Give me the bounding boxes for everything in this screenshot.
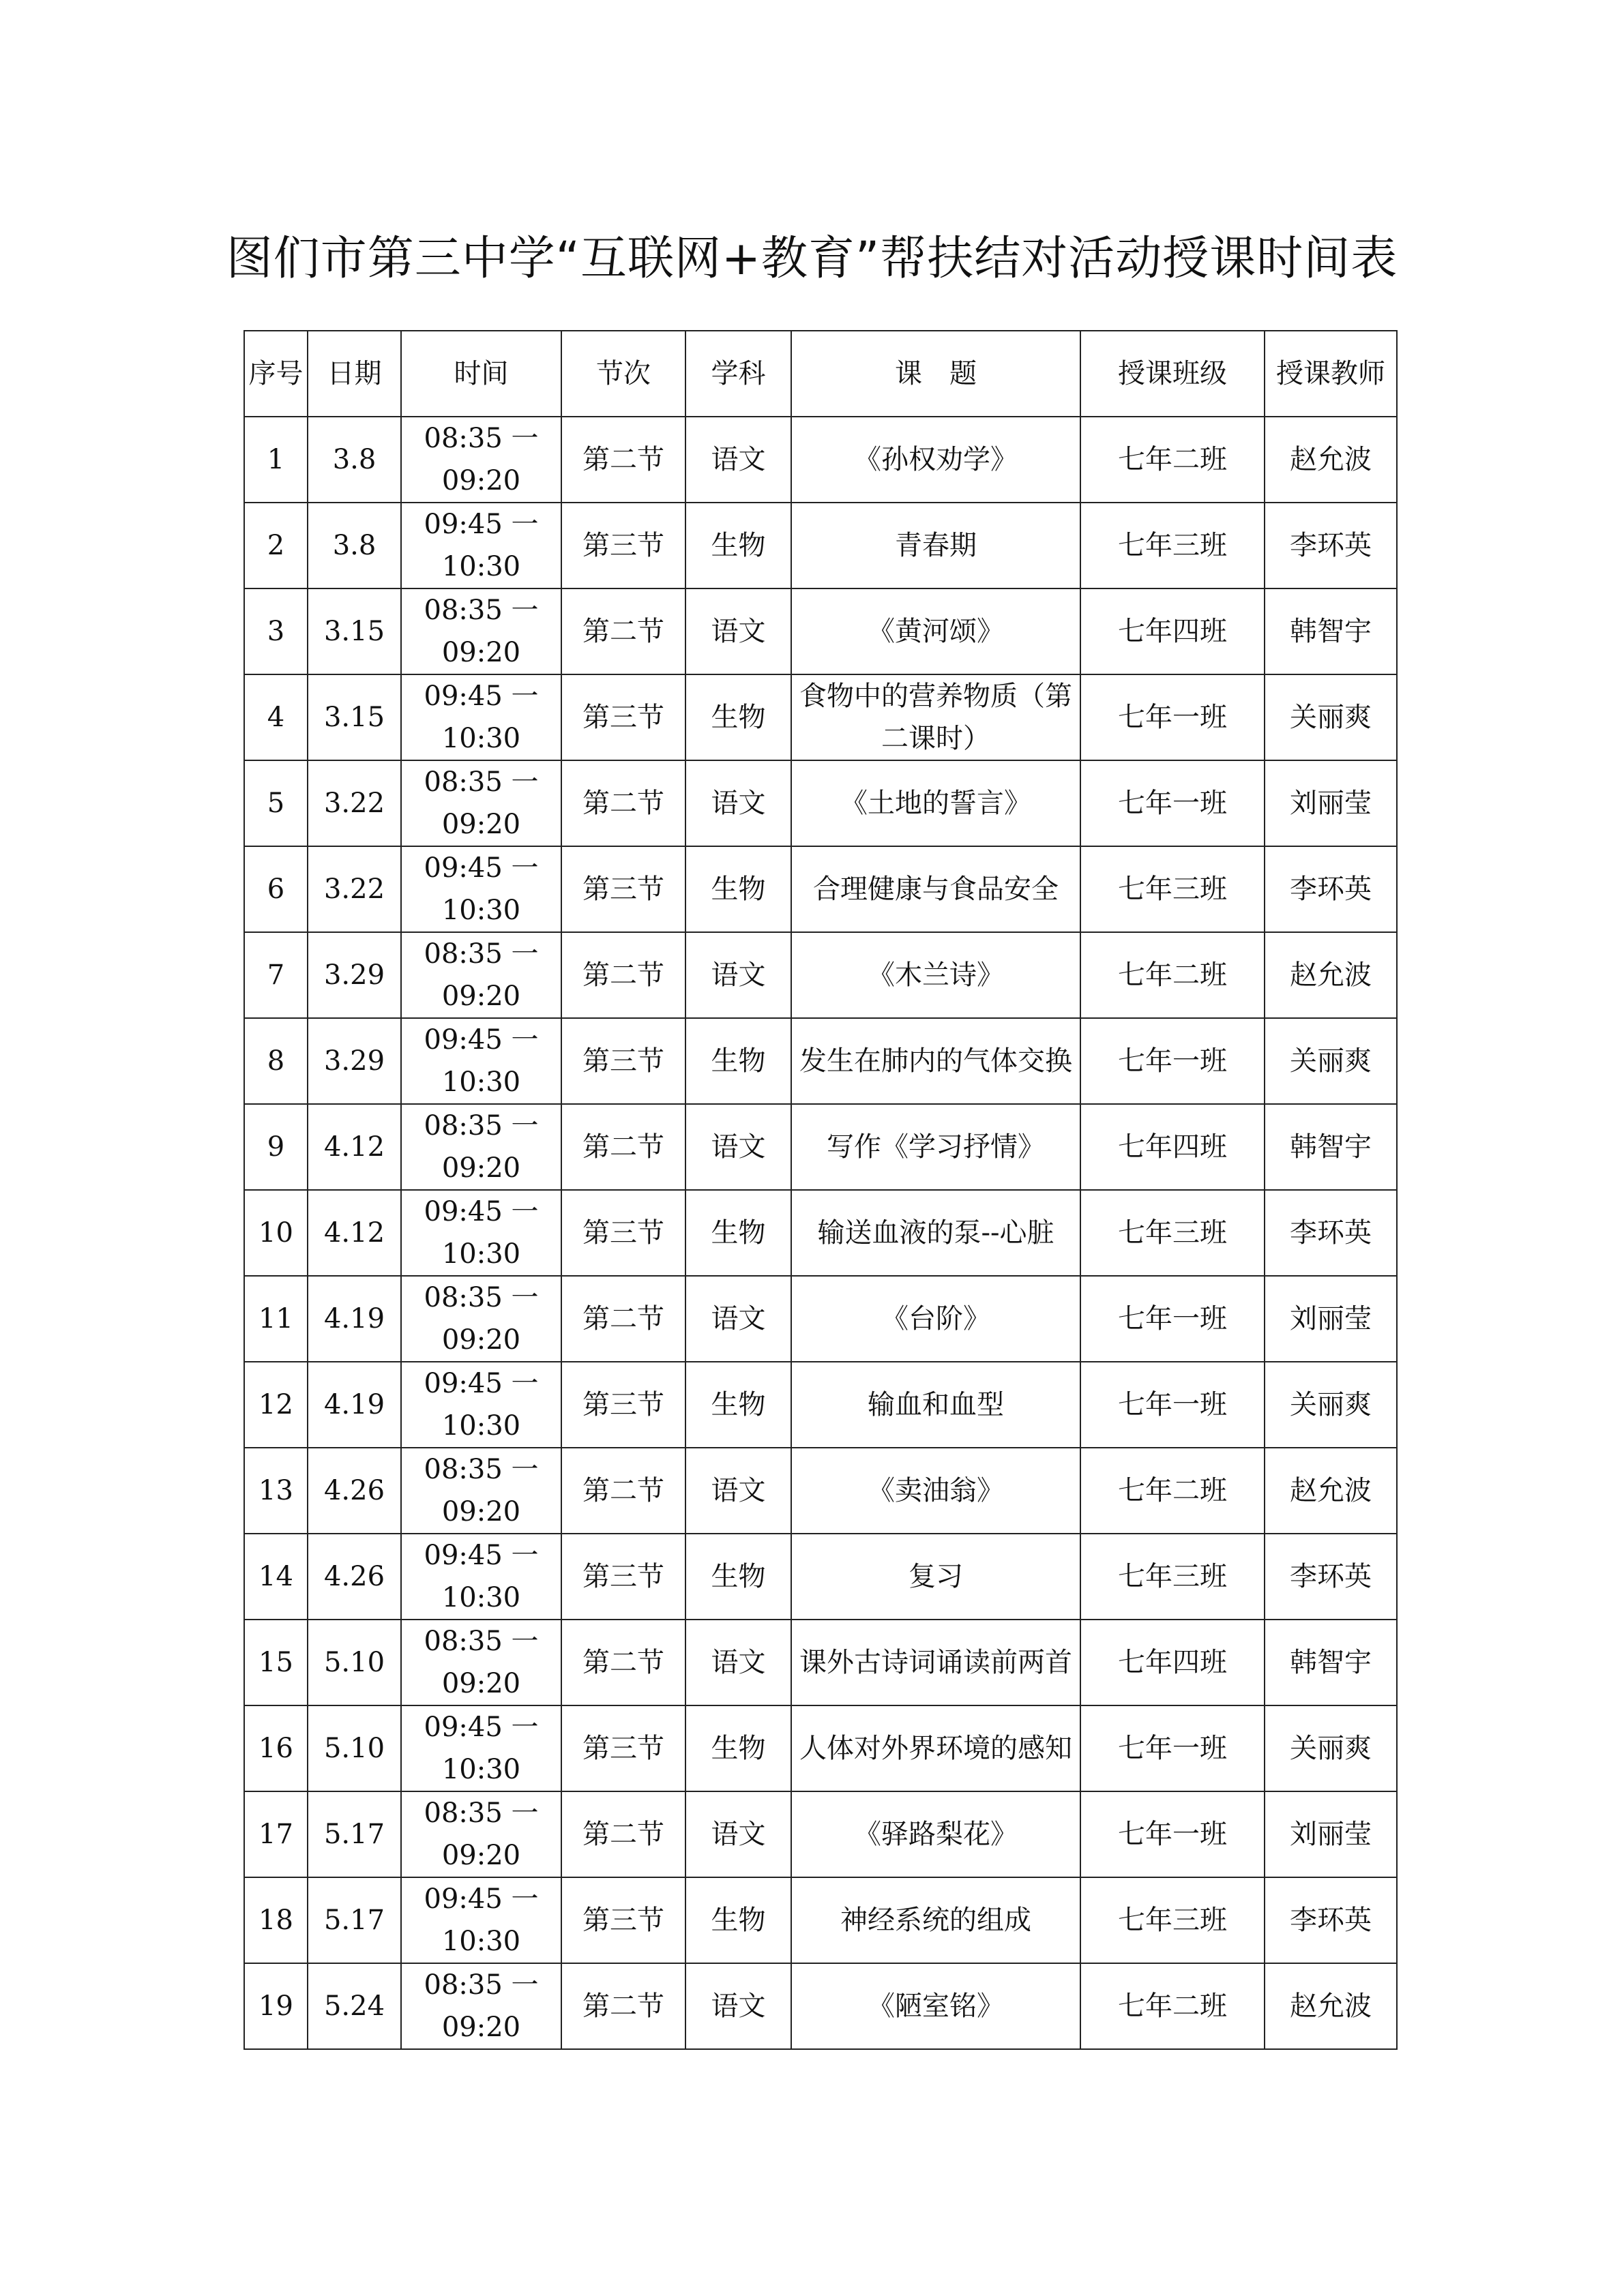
row-topic: 发生在肺内的气体交换 — [791, 1018, 1080, 1104]
row-topic: 复习 — [791, 1534, 1080, 1620]
time-end: 10:30 — [441, 1926, 521, 1957]
row-subject: 语文 — [685, 1104, 791, 1190]
row-subject: 语文 — [685, 932, 791, 1018]
row-subject: 生物 — [685, 1705, 791, 1791]
header-time: 时间 — [401, 331, 561, 417]
row-subject: 语文 — [685, 1276, 791, 1362]
row-no: 16 — [244, 1705, 308, 1791]
row-class: 七年一班 — [1080, 1791, 1265, 1877]
row-subject: 语文 — [685, 760, 791, 846]
table-row — [244, 932, 1397, 1018]
row-topic: 神经系统的组成 — [791, 1877, 1080, 1963]
row-topic: 《卖油翁》 — [791, 1448, 1080, 1534]
row-teacher: 李环英 — [1265, 1534, 1397, 1620]
table-row — [244, 1620, 1397, 1705]
row-period: 第二节 — [561, 932, 685, 1018]
time-end: 09:20 — [441, 1152, 521, 1184]
time-start: 09:45 一 — [424, 1196, 539, 1227]
row-teacher: 刘丽莹 — [1265, 1791, 1397, 1877]
time-start: 09:45 一 — [424, 681, 539, 712]
row-time — [401, 1104, 561, 1190]
row-no: 8 — [244, 1018, 308, 1104]
row-teacher: 赵允波 — [1265, 417, 1397, 503]
row-period: 第三节 — [561, 1877, 685, 1963]
row-topic: 《台阶》 — [791, 1276, 1080, 1362]
time-start: 09:45 一 — [424, 509, 539, 540]
row-period: 第三节 — [561, 503, 685, 588]
row-no: 4 — [244, 674, 308, 760]
time-end: 09:20 — [441, 1668, 521, 1699]
row-topic: 《木兰诗》 — [791, 932, 1080, 1018]
row-date: 5.17 — [308, 1791, 401, 1877]
row-time — [401, 1877, 561, 1963]
row-subject: 生物 — [685, 1877, 791, 1963]
time-start: 09:45 一 — [424, 1712, 539, 1743]
time-start: 08:35 一 — [424, 1798, 539, 1829]
row-period: 第三节 — [561, 1705, 685, 1791]
row-class: 七年一班 — [1080, 1705, 1265, 1791]
row-time — [401, 674, 561, 760]
row-topic: 青春期 — [791, 503, 1080, 588]
row-teacher: 赵允波 — [1265, 932, 1397, 1018]
row-time — [401, 1534, 561, 1620]
row-time — [401, 503, 561, 588]
header-no: 序号 — [244, 331, 308, 417]
row-date: 5.24 — [308, 1963, 401, 2049]
time-end: 10:30 — [441, 723, 521, 754]
row-teacher: 刘丽莹 — [1265, 1276, 1397, 1362]
row-period: 第二节 — [561, 417, 685, 503]
row-time — [401, 1448, 561, 1534]
row-teacher: 刘丽莹 — [1265, 760, 1397, 846]
row-teacher: 韩智宇 — [1265, 588, 1397, 674]
row-time — [401, 1362, 561, 1448]
row-date: 3.29 — [308, 932, 401, 1018]
row-period: 第二节 — [561, 1620, 685, 1705]
row-no: 10 — [244, 1190, 308, 1276]
row-subject: 生物 — [685, 1534, 791, 1620]
row-topic: 合理健康与食品安全 — [791, 846, 1080, 932]
row-teacher: 李环英 — [1265, 846, 1397, 932]
row-subject: 语文 — [685, 588, 791, 674]
row-date: 4.12 — [308, 1190, 401, 1276]
row-no: 6 — [244, 846, 308, 932]
schedule-body — [244, 417, 1397, 2049]
row-subject: 生物 — [685, 846, 791, 932]
row-teacher: 赵允波 — [1265, 1448, 1397, 1534]
row-date: 5.10 — [308, 1620, 401, 1705]
row-date: 3.15 — [308, 674, 401, 760]
table-row — [244, 1362, 1397, 1448]
time-start: 08:35 一 — [424, 423, 539, 454]
row-no: 2 — [244, 503, 308, 588]
time-start: 08:35 一 — [424, 595, 539, 626]
header-row — [244, 331, 1397, 417]
time-end: 10:30 — [441, 1582, 521, 1613]
row-date: 4.19 — [308, 1362, 401, 1448]
time-end: 09:20 — [441, 465, 521, 496]
row-time — [401, 932, 561, 1018]
row-topic: 《孙权劝学》 — [791, 417, 1080, 503]
row-subject: 生物 — [685, 1018, 791, 1104]
header-class: 授课班级 — [1080, 331, 1265, 417]
row-teacher: 韩智宇 — [1265, 1620, 1397, 1705]
time-end: 09:20 — [441, 809, 521, 840]
row-period: 第二节 — [561, 1791, 685, 1877]
row-topic: 课外古诗词诵读前两首 — [791, 1620, 1080, 1705]
row-period: 第三节 — [561, 1018, 685, 1104]
row-period: 第二节 — [561, 1448, 685, 1534]
row-class: 七年三班 — [1080, 1534, 1265, 1620]
row-time — [401, 417, 561, 503]
time-start: 08:35 一 — [424, 1626, 539, 1657]
table-row — [244, 1963, 1397, 2049]
row-subject: 生物 — [685, 1190, 791, 1276]
table-row — [244, 1448, 1397, 1534]
table-row — [244, 1877, 1397, 1963]
row-subject: 语文 — [685, 1448, 791, 1534]
time-end: 10:30 — [441, 1238, 521, 1270]
row-class: 七年一班 — [1080, 674, 1265, 760]
row-period: 第二节 — [561, 1963, 685, 2049]
row-class: 七年三班 — [1080, 846, 1265, 932]
time-start: 08:35 一 — [424, 1110, 539, 1142]
table-row — [244, 1190, 1397, 1276]
page-title: 图们市第三中学“互联网+教育”帮扶结对活动授课时间表 — [226, 232, 1398, 286]
row-subject: 生物 — [685, 503, 791, 588]
row-topic: 输血和血型 — [791, 1362, 1080, 1448]
table-row — [244, 1791, 1397, 1877]
table-row — [244, 1705, 1397, 1791]
row-subject: 语文 — [685, 1963, 791, 2049]
time-start: 09:45 一 — [424, 1540, 539, 1571]
row-period: 第三节 — [561, 1362, 685, 1448]
row-time — [401, 1963, 561, 2049]
time-end: 09:20 — [441, 637, 521, 668]
row-subject: 生物 — [685, 1362, 791, 1448]
row-topic: 人体对外界环境的感知 — [791, 1705, 1080, 1791]
row-no: 18 — [244, 1877, 308, 1963]
row-period: 第三节 — [561, 674, 685, 760]
row-subject: 语文 — [685, 1620, 791, 1705]
time-start: 09:45 一 — [424, 1368, 539, 1399]
table-row — [244, 846, 1397, 932]
time-start: 09:45 一 — [424, 852, 539, 884]
row-time — [401, 1018, 561, 1104]
row-teacher: 关丽爽 — [1265, 1362, 1397, 1448]
schedule-table — [243, 330, 1398, 2050]
row-no: 5 — [244, 760, 308, 846]
row-no: 15 — [244, 1620, 308, 1705]
row-date: 5.17 — [308, 1877, 401, 1963]
row-class: 七年一班 — [1080, 760, 1265, 846]
row-time — [401, 846, 561, 932]
time-end: 10:30 — [441, 1067, 521, 1098]
row-period: 第二节 — [561, 1104, 685, 1190]
row-topic: 《黄河颂》 — [791, 588, 1080, 674]
row-class: 七年二班 — [1080, 932, 1265, 1018]
row-teacher: 李环英 — [1265, 1877, 1397, 1963]
row-no: 14 — [244, 1534, 308, 1620]
row-time — [401, 760, 561, 846]
row-period: 第二节 — [561, 588, 685, 674]
row-class: 七年一班 — [1080, 1362, 1265, 1448]
row-period: 第二节 — [561, 760, 685, 846]
header-teacher: 授课教师 — [1265, 331, 1397, 417]
time-end: 09:20 — [441, 1840, 521, 1871]
row-class: 七年四班 — [1080, 1104, 1265, 1190]
time-start: 08:35 一 — [424, 1454, 539, 1485]
row-date: 3.15 — [308, 588, 401, 674]
table-row — [244, 1104, 1397, 1190]
time-end: 09:20 — [441, 981, 521, 1012]
time-start: 08:35 一 — [424, 766, 539, 798]
time-end: 10:30 — [441, 1754, 521, 1785]
row-topic: 输送血液的泵--心脏 — [791, 1190, 1080, 1276]
row-class: 七年四班 — [1080, 588, 1265, 674]
row-class: 七年二班 — [1080, 1963, 1265, 2049]
row-class: 七年二班 — [1080, 417, 1265, 503]
row-teacher: 关丽爽 — [1265, 1705, 1397, 1791]
time-end: 09:20 — [441, 1324, 521, 1356]
row-class: 七年一班 — [1080, 1018, 1265, 1104]
table-row — [244, 417, 1397, 503]
row-no: 9 — [244, 1104, 308, 1190]
row-topic: 《土地的誓言》 — [791, 760, 1080, 846]
time-start: 09:45 一 — [424, 1024, 539, 1056]
row-date: 3.8 — [308, 503, 401, 588]
time-end: 10:30 — [441, 551, 521, 582]
row-date: 3.22 — [308, 760, 401, 846]
table-row — [244, 588, 1397, 674]
header-date: 日期 — [308, 331, 401, 417]
row-time — [401, 1620, 561, 1705]
row-topic: 《陋室铭》 — [791, 1963, 1080, 2049]
row-period: 第三节 — [561, 846, 685, 932]
table-row — [244, 1018, 1397, 1104]
row-topic: 《驿路梨花》 — [791, 1791, 1080, 1877]
time-start: 08:35 一 — [424, 938, 539, 970]
table-row — [244, 1276, 1397, 1362]
row-class: 七年三班 — [1080, 1877, 1265, 1963]
row-time — [401, 588, 561, 674]
row-subject: 语文 — [685, 1791, 791, 1877]
row-teacher: 赵允波 — [1265, 1963, 1397, 2049]
time-start: 08:35 一 — [424, 1969, 539, 2001]
row-topic: 写作《学习抒情》 — [791, 1104, 1080, 1190]
row-date: 5.10 — [308, 1705, 401, 1791]
time-end: 09:20 — [441, 1496, 521, 1527]
row-date: 4.26 — [308, 1534, 401, 1620]
row-no: 7 — [244, 932, 308, 1018]
row-no: 13 — [244, 1448, 308, 1534]
table-row — [244, 503, 1397, 588]
row-date: 3.8 — [308, 417, 401, 503]
row-class: 七年三班 — [1080, 1190, 1265, 1276]
row-teacher: 李环英 — [1265, 1190, 1397, 1276]
row-date: 4.26 — [308, 1448, 401, 1534]
row-no: 11 — [244, 1276, 308, 1362]
row-teacher: 李环英 — [1265, 503, 1397, 588]
table-row — [244, 1534, 1397, 1620]
row-topic: 食物中的营养物质（第二课时） — [791, 674, 1080, 760]
header-topic: 课 题 — [791, 331, 1080, 417]
row-no: 12 — [244, 1362, 308, 1448]
time-start: 08:35 一 — [424, 1282, 539, 1313]
table-row — [244, 760, 1397, 846]
row-no: 3 — [244, 588, 308, 674]
row-no: 17 — [244, 1791, 308, 1877]
header-period: 节次 — [561, 331, 685, 417]
table-row — [244, 674, 1397, 760]
row-date: 3.29 — [308, 1018, 401, 1104]
row-time — [401, 1705, 561, 1791]
row-no: 1 — [244, 417, 308, 503]
row-subject: 语文 — [685, 417, 791, 503]
row-class: 七年二班 — [1080, 1448, 1265, 1534]
row-period: 第二节 — [561, 1276, 685, 1362]
row-time — [401, 1276, 561, 1362]
row-no: 19 — [244, 1963, 308, 2049]
time-end: 10:30 — [441, 1410, 521, 1442]
row-subject: 生物 — [685, 674, 791, 760]
row-period: 第三节 — [561, 1190, 685, 1276]
row-date: 4.19 — [308, 1276, 401, 1362]
row-time — [401, 1791, 561, 1877]
row-teacher: 韩智宇 — [1265, 1104, 1397, 1190]
row-date: 3.22 — [308, 846, 401, 932]
row-class: 七年三班 — [1080, 503, 1265, 588]
time-start: 09:45 一 — [424, 1883, 539, 1915]
time-end: 09:20 — [441, 2012, 521, 2043]
row-teacher: 关丽爽 — [1265, 674, 1397, 760]
time-end: 10:30 — [441, 895, 521, 926]
row-class: 七年一班 — [1080, 1276, 1265, 1362]
header-subject: 学科 — [685, 331, 791, 417]
row-period: 第三节 — [561, 1534, 685, 1620]
row-time — [401, 1190, 561, 1276]
row-teacher: 关丽爽 — [1265, 1018, 1397, 1104]
row-date: 4.12 — [308, 1104, 401, 1190]
row-class: 七年四班 — [1080, 1620, 1265, 1705]
